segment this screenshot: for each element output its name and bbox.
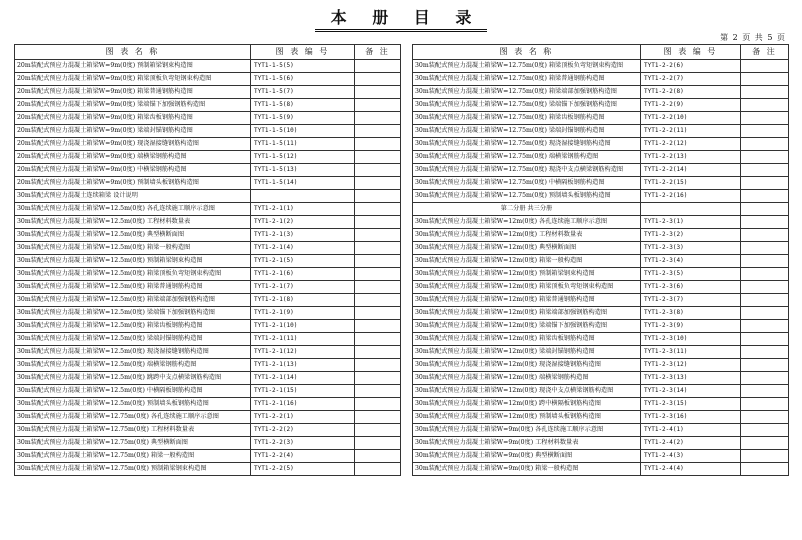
drawing-code: TYT1-2-1(1) bbox=[251, 203, 355, 216]
remark-cell bbox=[741, 229, 789, 242]
drawing-name: 30m装配式预应力混凝土箱梁W=12.75m(0度) 箱梁端部加强钢筋构造图 bbox=[413, 86, 641, 99]
table-row bbox=[15, 203, 401, 216]
remark-cell bbox=[355, 60, 401, 73]
table-row bbox=[413, 203, 789, 216]
table-row bbox=[15, 86, 401, 99]
drawing-name: 30m装配式预应力混凝土箱梁W=9m(0度) 箱梁一般构造图 bbox=[413, 463, 641, 476]
table-row bbox=[15, 307, 401, 320]
table-header-row bbox=[413, 45, 789, 60]
drawing-code: TYT1-2-2(16) bbox=[641, 190, 741, 203]
table-row bbox=[413, 125, 789, 138]
table-row bbox=[413, 398, 789, 411]
table-row bbox=[15, 216, 401, 229]
remark-cell bbox=[741, 190, 789, 203]
table-row bbox=[15, 190, 401, 203]
remark-cell bbox=[741, 385, 789, 398]
drawing-name: 30m装配式预应力混凝土箱梁W=9m(0度) 工程材料数量表 bbox=[413, 437, 641, 450]
header-remark: 备 注 bbox=[355, 45, 401, 60]
remark-cell bbox=[355, 320, 401, 333]
remark-cell bbox=[355, 255, 401, 268]
table-row bbox=[15, 138, 401, 151]
table-row bbox=[413, 229, 789, 242]
remark-cell bbox=[741, 281, 789, 294]
remark-cell bbox=[741, 437, 789, 450]
remark-cell bbox=[741, 320, 789, 333]
drawing-code: TYT1-2-1(15) bbox=[251, 385, 355, 398]
drawing-name: 30m装配式预应力混凝土箱梁W=12.75m(0度) 典型横断面图 bbox=[15, 437, 251, 450]
drawing-name: 30m装配式预应力混凝土箱梁W=12m(0度) 各孔连续施工顺序示意图 bbox=[413, 216, 641, 229]
drawing-name: 20m装配式预应力混凝土箱梁W=9m(0度) 箱梁齿板钢筋构造图 bbox=[15, 112, 251, 125]
remark-cell bbox=[741, 112, 789, 125]
remark-cell bbox=[355, 112, 401, 125]
drawing-code: TYT1-2-2(5) bbox=[251, 463, 355, 476]
drawing-name: 20m装配式预应力混凝土箱梁W=9m(0度) 箱梁顶板负弯矩钢束构造图 bbox=[15, 73, 251, 86]
remark-cell bbox=[741, 307, 789, 320]
drawing-name: 30m装配式预应力混凝土箱梁W=12m(0度) 箱梁齿板钢筋构造图 bbox=[413, 333, 641, 346]
table-row bbox=[413, 138, 789, 151]
remark-cell bbox=[355, 177, 401, 190]
drawing-name: 30m装配式预应力混凝土箱梁W=12.75m(0度) 箱梁顶板负弯矩钢束构造图 bbox=[413, 60, 641, 73]
drawing-name: 30m装配式预应力混凝土连续箱梁 设计说明 bbox=[15, 190, 251, 203]
drawing-code: TYT1-1-5(12) bbox=[251, 151, 355, 164]
remark-cell bbox=[355, 437, 401, 450]
drawing-code: TYT1-2-4(2) bbox=[641, 437, 741, 450]
drawing-code: TYT1-1-5(9) bbox=[251, 112, 355, 125]
remark-cell bbox=[355, 463, 401, 476]
table-row bbox=[15, 294, 401, 307]
remark-cell bbox=[741, 463, 789, 476]
table-header-row bbox=[15, 45, 401, 60]
table-row bbox=[413, 385, 789, 398]
drawing-code: TYT1-2-3(7) bbox=[641, 294, 741, 307]
drawing-code: TYT1-2-4(1) bbox=[641, 424, 741, 437]
drawing-code: TYT1-2-2(4) bbox=[251, 450, 355, 463]
table-row bbox=[413, 73, 789, 86]
drawing-name: 30m装配式预应力混凝土箱梁W=12.75m(0度) 预制箱梁钢束构造图 bbox=[15, 463, 251, 476]
remark-cell bbox=[741, 151, 789, 164]
drawing-name: 30m装配式预应力混凝土箱梁W=12.5m(0度) 箱梁顶板负弯矩钢束构造图 bbox=[15, 268, 251, 281]
drawing-code: TYT1-2-2(8) bbox=[641, 86, 741, 99]
remark-cell bbox=[355, 346, 401, 359]
table-row bbox=[413, 164, 789, 177]
remark-cell bbox=[355, 372, 401, 385]
table-row bbox=[413, 333, 789, 346]
drawing-name: 30m装配式预应力混凝土箱梁W=12.75m(0度) 箱梁齿板钢筋构造图 bbox=[413, 112, 641, 125]
table-row bbox=[15, 333, 401, 346]
drawing-code: TYT1-2-3(8) bbox=[641, 307, 741, 320]
remark-cell bbox=[741, 177, 789, 190]
drawing-code: TYT1-1-5(6) bbox=[251, 73, 355, 86]
remark-cell bbox=[355, 294, 401, 307]
remark-cell bbox=[355, 138, 401, 151]
drawing-name: 30m装配式预应力混凝土箱梁W=12.5m(0度) 预制墙头板钢筋构造图 bbox=[15, 398, 251, 411]
remark-cell bbox=[741, 294, 789, 307]
remark-cell bbox=[741, 60, 789, 73]
drawing-name: 20m装配式预应力混凝土箱梁W=9m(0度) 箱梁普通钢筋构造图 bbox=[15, 86, 251, 99]
table-row bbox=[413, 99, 789, 112]
remark-cell bbox=[355, 190, 401, 203]
drawing-code: TYT1-2-4(3) bbox=[641, 450, 741, 463]
remark-cell bbox=[741, 450, 789, 463]
drawing-name: 30m装配式预应力混凝土箱梁W=12.75m(0度) 梁端锚下加强钢筋构造图 bbox=[413, 99, 641, 112]
table-row bbox=[413, 255, 789, 268]
drawing-name: 30m装配式预应力混凝土箱梁W=12.75m(0度) 现浇湿接缝钢筋构造图 bbox=[413, 138, 641, 151]
drawing-code: TYT1-2-1(10) bbox=[251, 320, 355, 333]
drawing-name: 20m装配式预应力混凝土箱梁W=9m(0度) 梁端锚下加强钢筋构造图 bbox=[15, 99, 251, 112]
remark-cell bbox=[355, 99, 401, 112]
remark-cell bbox=[741, 86, 789, 99]
drawing-name: 30m装配式预应力混凝土箱梁W=12m(0度) 箱梁顶板负弯矩钢束构造图 bbox=[413, 281, 641, 294]
remark-cell bbox=[741, 359, 789, 372]
drawing-name: 30m装配式预应力混凝土箱梁W=12.5m(0度) 箱梁普通钢筋构造图 bbox=[15, 281, 251, 294]
drawing-name: 30m装配式预应力混凝土箱梁W=12m(0度) 现浇湿接缝钢筋构造图 bbox=[413, 359, 641, 372]
table-row bbox=[15, 242, 401, 255]
drawing-code: TYT1-2-2(9) bbox=[641, 99, 741, 112]
drawing-name: 30m装配式预应力混凝土箱梁W=12.5m(0度) 各孔连续施工顺序示意图 bbox=[15, 203, 251, 216]
table-row bbox=[413, 86, 789, 99]
drawing-code: TYT1-2-3(16) bbox=[641, 411, 741, 424]
table-row bbox=[15, 398, 401, 411]
remark-cell bbox=[355, 203, 401, 216]
drawing-name: 30m装配式预应力混凝土箱梁W=12.5m(0度) 跳跨中支点横梁钢筋构造图 bbox=[15, 372, 251, 385]
page-number: 第 2 页 共 5 页 bbox=[720, 33, 786, 42]
drawing-name: 30m装配式预应力混凝土箱梁W=12.75m(0度) 预制墙头板钢筋构造图 bbox=[413, 190, 641, 203]
table-row bbox=[413, 216, 789, 229]
table-row bbox=[15, 125, 401, 138]
remark-cell bbox=[741, 424, 789, 437]
drawing-name: 30m装配式预应力混凝土箱梁W=12m(0度) 梁端锚下加强钢筋构造图 bbox=[413, 320, 641, 333]
table-row bbox=[15, 112, 401, 125]
drawing-name: 30m装配式预应力混凝土箱梁W=12.5m(0度) 箱梁齿板钢筋构造图 bbox=[15, 320, 251, 333]
table-row bbox=[413, 190, 789, 203]
table-row bbox=[413, 294, 789, 307]
drawing-code: TYT1-2-1(6) bbox=[251, 268, 355, 281]
remark-cell bbox=[355, 216, 401, 229]
drawing-name: 30m装配式预应力混凝土箱梁W=12.5m(0度) 端横梁钢筋构造图 bbox=[15, 359, 251, 372]
drawing-code: TYT1-2-3(2) bbox=[641, 229, 741, 242]
remark-cell bbox=[741, 138, 789, 151]
drawing-code: TYT1-2-2(15) bbox=[641, 177, 741, 190]
drawing-name: 30m装配式预应力混凝土箱梁W=12.75m(0度) 箱梁普通钢筋构造图 bbox=[413, 73, 641, 86]
remark-cell bbox=[741, 372, 789, 385]
drawing-code: TYT1-2-2(6) bbox=[641, 60, 741, 73]
table-row bbox=[413, 151, 789, 164]
drawing-code: TYT1-2-1(16) bbox=[251, 398, 355, 411]
drawing-code: TYT1-2-2(1) bbox=[251, 411, 355, 424]
drawing-code: TYT1-2-3(15) bbox=[641, 398, 741, 411]
remark-cell bbox=[741, 203, 789, 216]
drawing-name: 30m装配式预应力混凝土箱梁W=12.75m(0度) 现浇中支点横梁钢筋构造图 bbox=[413, 164, 641, 177]
drawing-code: TYT1-1-5(11) bbox=[251, 138, 355, 151]
table-row bbox=[413, 177, 789, 190]
remark-cell bbox=[355, 398, 401, 411]
table-row bbox=[413, 242, 789, 255]
drawing-name: 30m装配式预应力混凝土箱梁W=12.5m(0度) 梁端锚下加强钢筋构造图 bbox=[15, 307, 251, 320]
drawing-name: 20m装配式预应力混凝土箱梁W=9m(0度) 端横梁钢筋构造图 bbox=[15, 151, 251, 164]
drawing-name: 30m装配式预应力混凝土箱梁W=12.75m(0度) 梁端封锚钢筋构造图 bbox=[413, 125, 641, 138]
drawing-name: 30m装配式预应力混凝土箱梁W=12m(0度) 现浇中支点横梁钢筋构造图 bbox=[413, 385, 641, 398]
drawing-code: TYT1-2-3(11) bbox=[641, 346, 741, 359]
table-row bbox=[413, 307, 789, 320]
drawing-code: TYT1-2-3(6) bbox=[641, 281, 741, 294]
remark-cell bbox=[355, 281, 401, 294]
header-remark: 备 注 bbox=[741, 45, 789, 60]
drawing-name: 30m装配式预应力混凝土箱梁W=12m(0度) 预制箱梁钢束构造图 bbox=[413, 268, 641, 281]
drawing-name: 20m装配式预应力混凝土箱梁W=9m(0度) 中横梁钢筋构造图 bbox=[15, 164, 251, 177]
table-row bbox=[15, 229, 401, 242]
drawing-code: TYT1-2-2(12) bbox=[641, 138, 741, 151]
drawing-code: TYT1-1-5(7) bbox=[251, 86, 355, 99]
table-row bbox=[15, 281, 401, 294]
remark-cell bbox=[355, 450, 401, 463]
drawing-name: 30m装配式预应力混凝土箱梁W=12m(0度) 预制墙头板钢筋构造图 bbox=[413, 411, 641, 424]
drawing-code: TYT1-2-3(12) bbox=[641, 359, 741, 372]
drawing-code bbox=[641, 203, 741, 216]
drawing-code: TYT1-1-5(14) bbox=[251, 177, 355, 190]
drawing-code: TYT1-2-2(2) bbox=[251, 424, 355, 437]
drawing-name: 30m装配式预应力混凝土箱梁W=12.5m(0度) 箱梁一般构造图 bbox=[15, 242, 251, 255]
drawing-code: TYT1-2-1(4) bbox=[251, 242, 355, 255]
drawing-code: TYT1-2-2(11) bbox=[641, 125, 741, 138]
drawing-code: TYT1-2-1(14) bbox=[251, 372, 355, 385]
table-row bbox=[15, 450, 401, 463]
table-row bbox=[413, 411, 789, 424]
remark-cell bbox=[355, 424, 401, 437]
table-row bbox=[413, 424, 789, 437]
drawing-name: 30m装配式预应力混凝土箱梁W=12m(0度) 箱梁端部加强钢筋构造图 bbox=[413, 307, 641, 320]
drawing-code: TYT1-2-3(5) bbox=[641, 268, 741, 281]
drawing-name: 30m装配式预应力混凝土箱梁W=12.75m(0度) 各孔连续施工顺序示意图 bbox=[15, 411, 251, 424]
remark-cell bbox=[741, 164, 789, 177]
drawing-code: TYT1-2-2(7) bbox=[641, 73, 741, 86]
remark-cell bbox=[355, 125, 401, 138]
drawing-name: 30m装配式预应力混凝土箱梁W=12m(0度) 端横梁钢筋构造图 bbox=[413, 372, 641, 385]
remark-cell bbox=[741, 242, 789, 255]
header-code: 图 表 编 号 bbox=[251, 45, 355, 60]
drawing-code: TYT1-2-2(13) bbox=[641, 151, 741, 164]
remark-cell bbox=[741, 99, 789, 112]
table-row bbox=[413, 112, 789, 125]
remark-cell bbox=[355, 73, 401, 86]
drawing-name: 20m装配式预应力混凝土箱梁W=9m(0度) 预制箱梁钢束构造图 bbox=[15, 60, 251, 73]
drawing-name: 30m装配式预应力混凝土箱梁W=12.75m(0度) 箱梁一般构造图 bbox=[15, 450, 251, 463]
contents-table-left bbox=[14, 44, 401, 476]
drawing-name: 30m装配式预应力混凝土箱梁W=9m(0度) 典型横断面图 bbox=[413, 450, 641, 463]
remark-cell bbox=[741, 398, 789, 411]
drawing-code: TYT1-2-3(14) bbox=[641, 385, 741, 398]
drawing-name: 30m装配式预应力混凝土箱梁W=12.75m(0度) 端横梁钢筋构造图 bbox=[413, 151, 641, 164]
drawing-code bbox=[251, 190, 355, 203]
table-row bbox=[15, 411, 401, 424]
remark-cell bbox=[355, 333, 401, 346]
remark-cell bbox=[355, 385, 401, 398]
table-row bbox=[15, 268, 401, 281]
remark-cell bbox=[355, 242, 401, 255]
remark-cell bbox=[355, 151, 401, 164]
drawing-name: 30m装配式预应力混凝土箱梁W=12.5m(0度) 中横隔板钢筋构造图 bbox=[15, 385, 251, 398]
remark-cell bbox=[355, 307, 401, 320]
drawing-name: 20m装配式预应力混凝土箱梁W=9m(0度) 预制墙头板钢筋构造图 bbox=[15, 177, 251, 190]
remark-cell bbox=[355, 359, 401, 372]
drawing-code: TYT1-2-4(4) bbox=[641, 463, 741, 476]
table-row bbox=[15, 424, 401, 437]
drawing-code: TYT1-2-1(5) bbox=[251, 255, 355, 268]
remark-cell bbox=[355, 411, 401, 424]
drawing-code: TYT1-2-3(13) bbox=[641, 372, 741, 385]
drawing-code: TYT1-2-1(12) bbox=[251, 346, 355, 359]
drawing-code: TYT1-2-2(3) bbox=[251, 437, 355, 450]
table-row bbox=[413, 372, 789, 385]
drawing-code: TYT1-2-2(10) bbox=[641, 112, 741, 125]
drawing-code: TYT1-2-1(11) bbox=[251, 333, 355, 346]
drawing-code: TYT1-2-3(9) bbox=[641, 320, 741, 333]
table-row bbox=[413, 320, 789, 333]
remark-cell bbox=[741, 333, 789, 346]
table-row bbox=[15, 73, 401, 86]
remark-cell bbox=[741, 216, 789, 229]
drawing-code: TYT1-2-2(14) bbox=[641, 164, 741, 177]
drawing-code: TYT1-2-3(4) bbox=[641, 255, 741, 268]
drawing-name: 30m装配式预应力混凝土箱梁W=12.5m(0度) 预制箱梁钢束构造图 bbox=[15, 255, 251, 268]
table-row bbox=[15, 60, 401, 73]
drawing-name: 30m装配式预应力混凝土箱梁W=12m(0度) 箱梁普通钢筋构造图 bbox=[413, 294, 641, 307]
drawing-name: 30m装配式预应力混凝土箱梁W=12.5m(0度) 现浇湿接缝钢筋构造图 bbox=[15, 346, 251, 359]
remark-cell bbox=[741, 125, 789, 138]
table-row bbox=[15, 346, 401, 359]
section-heading: 第二分册 共三分册 bbox=[413, 203, 641, 216]
table-row bbox=[15, 99, 401, 112]
drawing-code: TYT1-2-1(13) bbox=[251, 359, 355, 372]
drawing-code: TYT1-1-5(8) bbox=[251, 99, 355, 112]
drawing-code: TYT1-2-3(1) bbox=[641, 216, 741, 229]
drawing-name: 30m装配式预应力混凝土箱梁W=12.5m(0度) 典型横断面图 bbox=[15, 229, 251, 242]
drawing-name: 30m装配式预应力混凝土箱梁W=12.75m(0度) 工程材料数量表 bbox=[15, 424, 251, 437]
remark-cell bbox=[355, 164, 401, 177]
remark-cell bbox=[741, 268, 789, 281]
header-name: 图 表 名 称 bbox=[15, 45, 251, 60]
table-row bbox=[15, 359, 401, 372]
drawing-code: TYT1-2-1(8) bbox=[251, 294, 355, 307]
drawing-name: 30m装配式预应力混凝土箱梁W=12.5m(0度) 工程材料数量表 bbox=[15, 216, 251, 229]
table-row bbox=[413, 346, 789, 359]
table-row bbox=[15, 385, 401, 398]
table-row bbox=[15, 177, 401, 190]
table-row bbox=[15, 320, 401, 333]
remark-cell bbox=[355, 268, 401, 281]
drawing-name: 30m装配式预应力混凝土箱梁W=12m(0度) 工程材料数量表 bbox=[413, 229, 641, 242]
drawing-name: 30m装配式预应力混凝土箱梁W=12m(0度) 典型横断面图 bbox=[413, 242, 641, 255]
page-title: 本 册 目 录 bbox=[0, 5, 802, 32]
table-row bbox=[413, 437, 789, 450]
remark-cell bbox=[355, 86, 401, 99]
table-row bbox=[413, 281, 789, 294]
drawing-name: 30m装配式预应力混凝土箱梁W=12.75m(0度) 中横隔板钢筋构造图 bbox=[413, 177, 641, 190]
drawing-name: 30m装配式预应力混凝土箱梁W=9m(0度) 各孔连续施工顺序示意图 bbox=[413, 424, 641, 437]
drawing-code: TYT1-2-1(2) bbox=[251, 216, 355, 229]
table-row bbox=[413, 60, 789, 73]
drawing-name: 30m装配式预应力混凝土箱梁W=12m(0度) 箱梁一般构造图 bbox=[413, 255, 641, 268]
drawing-name: 20m装配式预应力混凝土箱梁W=9m(0度) 梁端封锚钢筋构造图 bbox=[15, 125, 251, 138]
drawing-code: TYT1-2-1(7) bbox=[251, 281, 355, 294]
drawing-code: TYT1-2-1(9) bbox=[251, 307, 355, 320]
table-row bbox=[413, 359, 789, 372]
drawing-name: 30m装配式预应力混凝土箱梁W=12.5m(0度) 箱梁端部加强钢筋构造图 bbox=[15, 294, 251, 307]
drawing-name: 30m装配式预应力混凝土箱梁W=12.5m(0度) 梁端封锚钢筋构造图 bbox=[15, 333, 251, 346]
drawing-code: TYT1-1-5(5) bbox=[251, 60, 355, 73]
header-code: 图 表 编 号 bbox=[641, 45, 741, 60]
drawing-name: 30m装配式预应力混凝土箱梁W=12m(0度) 跨中横隔板钢筋构造图 bbox=[413, 398, 641, 411]
contents-table-right bbox=[412, 44, 789, 476]
table-row bbox=[15, 255, 401, 268]
remark-cell bbox=[741, 411, 789, 424]
drawing-code: TYT1-1-5(10) bbox=[251, 125, 355, 138]
remark-cell bbox=[741, 346, 789, 359]
drawing-code: TYT1-2-3(3) bbox=[641, 242, 741, 255]
table-row bbox=[15, 437, 401, 450]
table-row bbox=[413, 268, 789, 281]
drawing-code: TYT1-2-1(3) bbox=[251, 229, 355, 242]
table-row bbox=[413, 450, 789, 463]
remark-cell bbox=[741, 255, 789, 268]
table-row bbox=[15, 372, 401, 385]
drawing-name: 20m装配式预应力混凝土箱梁W=9m(0度) 现浇湿接缝钢筋构造图 bbox=[15, 138, 251, 151]
table-row bbox=[413, 463, 789, 476]
table-row bbox=[15, 463, 401, 476]
table-row bbox=[15, 151, 401, 164]
drawing-code: TYT1-2-3(10) bbox=[641, 333, 741, 346]
header-name: 图 表 名 称 bbox=[413, 45, 641, 60]
table-row bbox=[15, 164, 401, 177]
remark-cell bbox=[741, 73, 789, 86]
remark-cell bbox=[355, 229, 401, 242]
drawing-code: TYT1-1-5(13) bbox=[251, 164, 355, 177]
drawing-name: 30m装配式预应力混凝土箱梁W=12m(0度) 梁端封锚钢筋构造图 bbox=[413, 346, 641, 359]
